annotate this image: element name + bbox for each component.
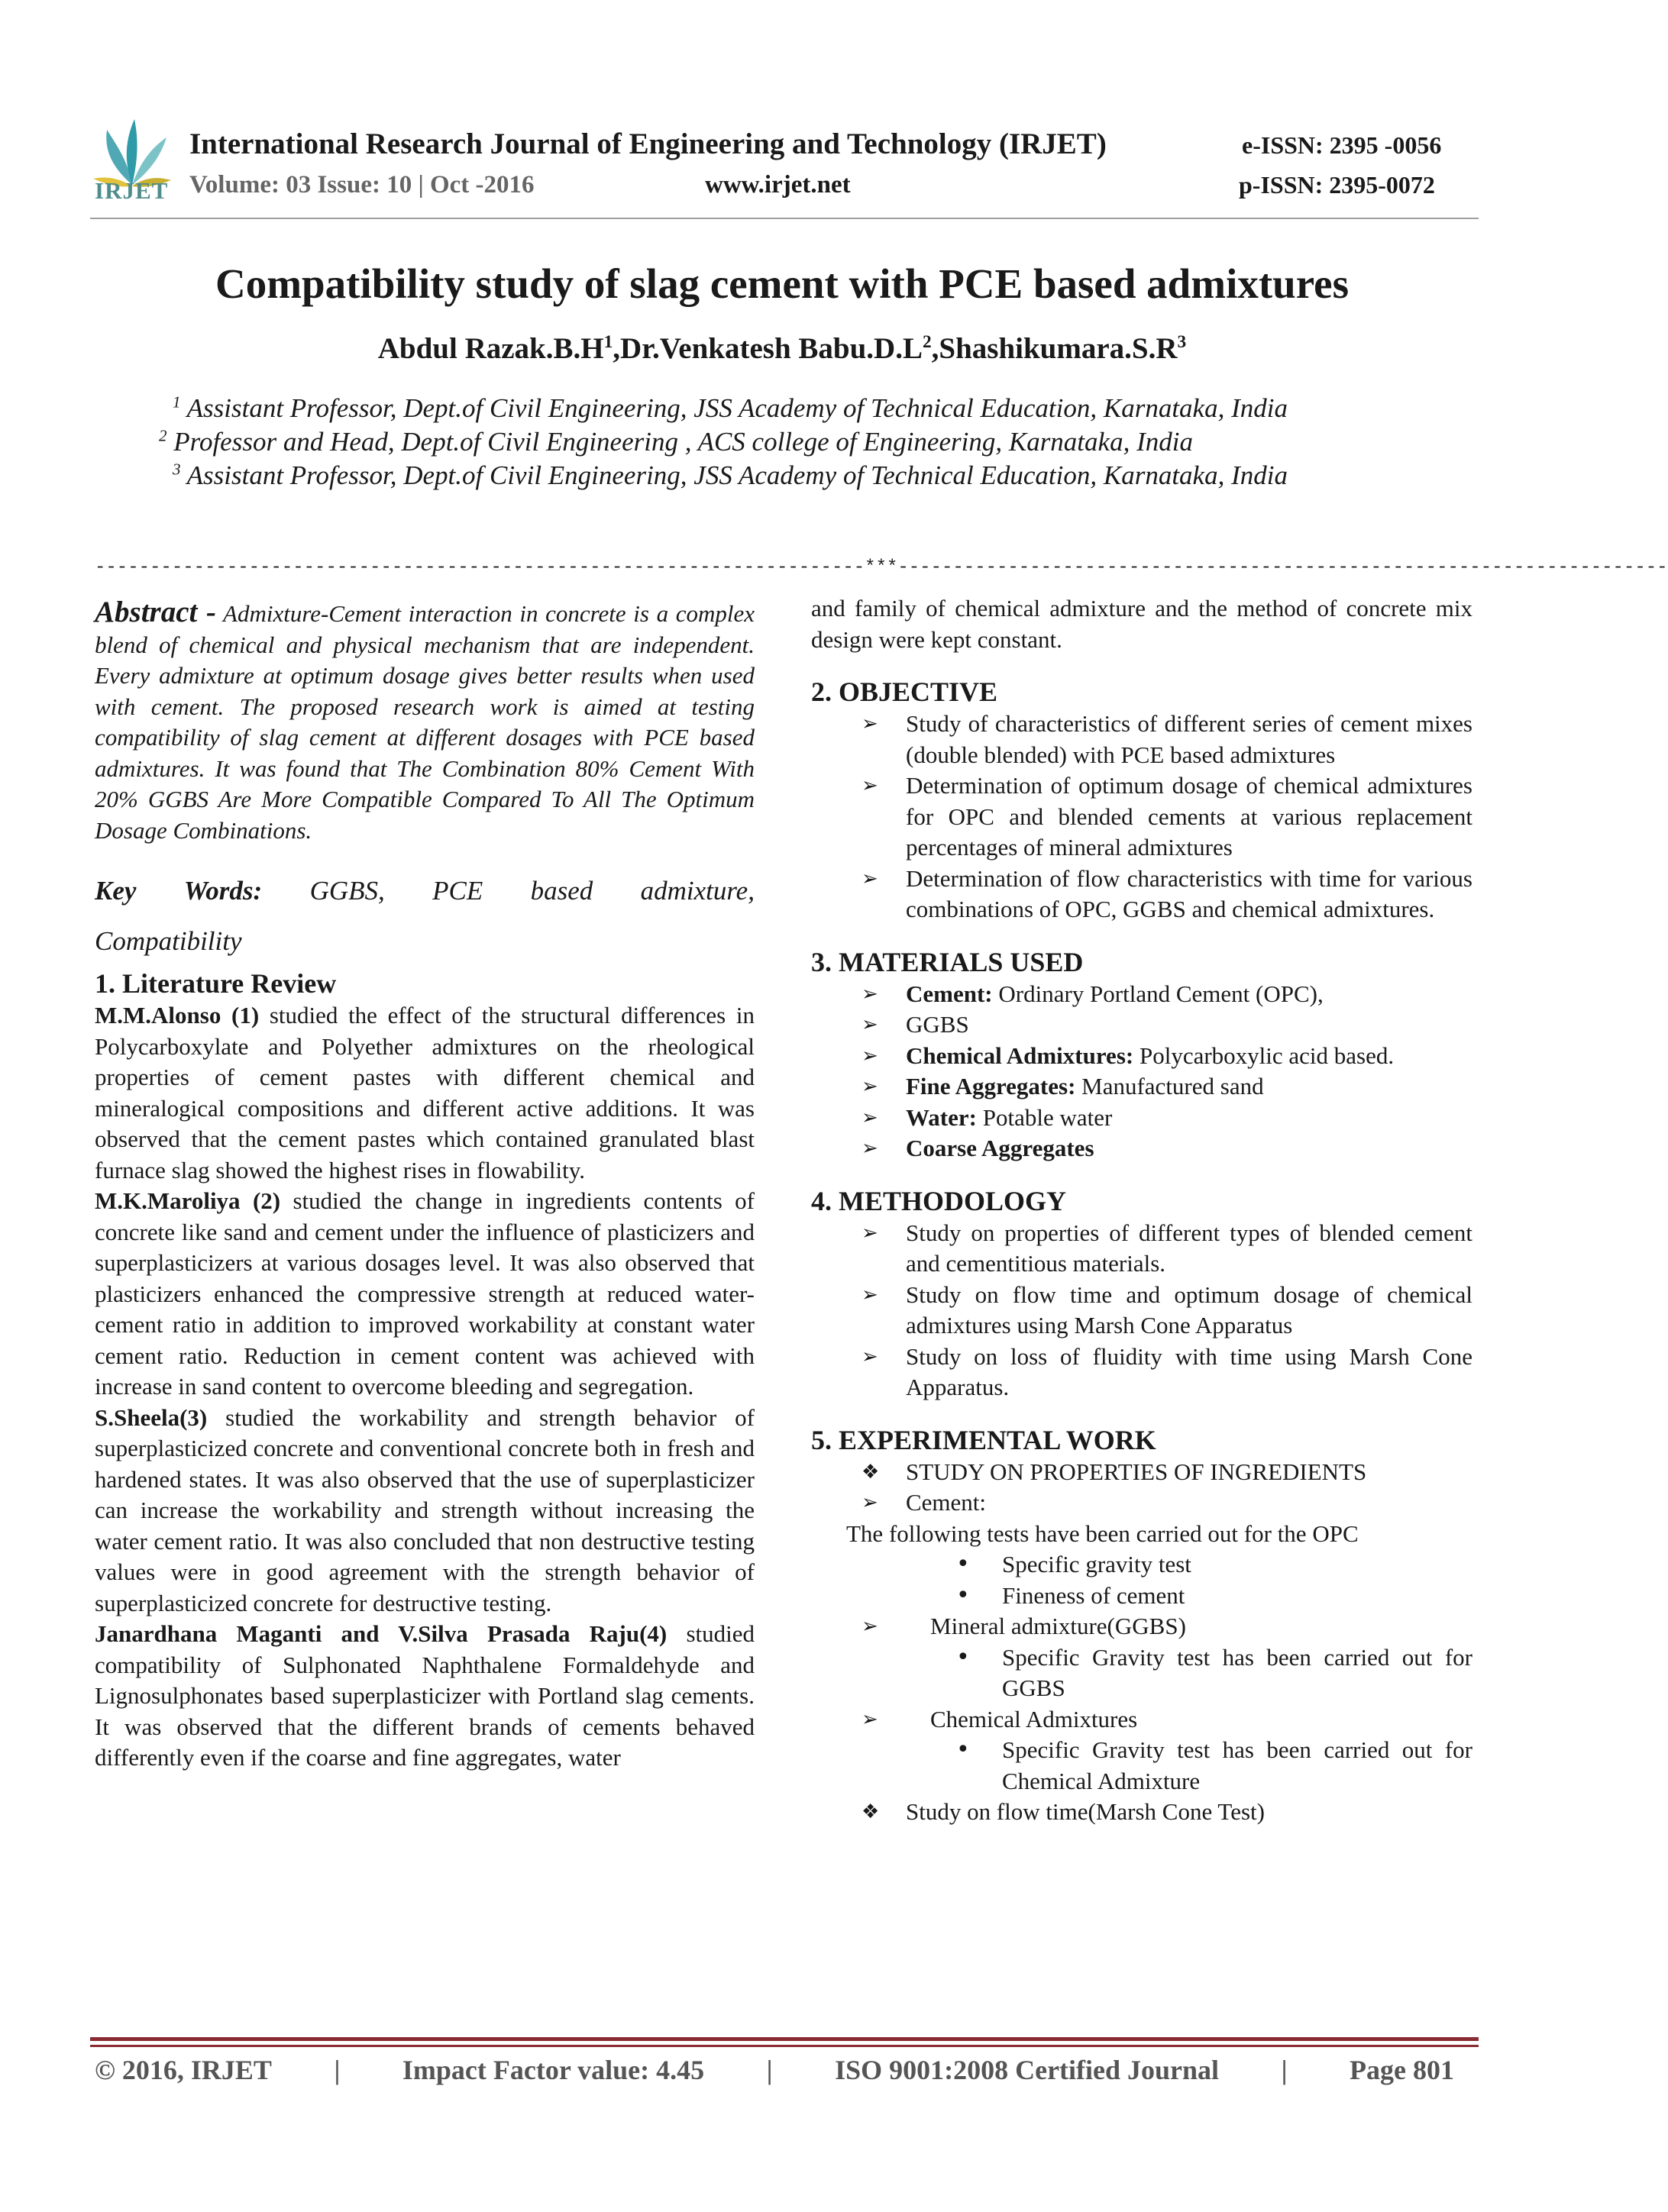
keyword: PCE: [432, 876, 483, 906]
chemical-text: Chemical Admixtures: [930, 1705, 1138, 1732]
arrow-bullet-icon: ➢: [861, 1345, 878, 1368]
list-item-text: Study on loss of fluidity with time using Marsh Cone Apparatus.: [906, 1342, 1472, 1400]
affiliation-sup: 3: [173, 460, 181, 479]
right-column: [811, 593, 1472, 1828]
cement-line: [811, 1487, 1472, 1519]
author-sep: ,: [931, 332, 939, 365]
affiliation-text: Professor and Head, Dept.of Civil Engineering , ACS college of Engineering, Karnataka, India: [173, 427, 1193, 457]
list-item: [811, 1103, 1472, 1134]
test-text: Specific Gravity test has been carried out for Chemical Admixture: [1002, 1736, 1472, 1794]
arrow-bullet-icon: ➢: [861, 1221, 878, 1245]
material-label: Water:: [906, 1103, 977, 1131]
study-properties-text: STUDY ON PROPERTIES OF INGREDIENTS: [906, 1458, 1367, 1485]
diamond-bullet-icon: ❖: [861, 1460, 880, 1484]
arrow-bullet-icon: ➢: [861, 1615, 878, 1638]
arrow-bullet-icon: ➢: [861, 867, 878, 890]
material-label: Chemical Admixtures:: [906, 1041, 1134, 1069]
keyword: based: [530, 876, 593, 906]
author-sep: ,: [613, 332, 621, 365]
affiliation: [173, 393, 1288, 424]
literature-paragraph: [95, 1000, 755, 1186]
list-item-text: Study on properties of different types of blended cement and cementitious materials.: [906, 1219, 1472, 1277]
study-properties-line: [811, 1457, 1472, 1488]
keywords: [95, 866, 755, 967]
logo-text: IRJET: [95, 177, 169, 204]
journal-website[interactable]: www.irjet.net: [705, 171, 851, 199]
list-item: [811, 1041, 1472, 1072]
list-item: [811, 1342, 1472, 1403]
flow-text: Study on flow time(Marsh Cone Test): [906, 1798, 1265, 1825]
arrow-bullet-icon: ➢: [861, 712, 878, 735]
literature-heading: 1. Literature Review: [95, 968, 337, 999]
list-item: [811, 979, 1472, 1010]
section-separator: ----------------------------------------------------------------------***----------------------------------------------------------------------: [95, 557, 1668, 578]
list-item-text: Study of characteristics of different series of cement mixes (double blended) with PCE based admixtures: [906, 710, 1472, 768]
author-name: Shashikumara.S.R: [939, 332, 1178, 365]
material-label: Coarse Aggregates: [906, 1135, 1094, 1161]
experimental-heading: 5. EXPERIMENTAL WORK: [811, 1424, 1156, 1455]
dot-bullet-icon: •: [956, 1736, 970, 1763]
arrow-bullet-icon: ➢: [861, 1013, 878, 1036]
list-item: [811, 1071, 1472, 1103]
literature-paragraph: [95, 1403, 755, 1619]
citation-lead: Janardhana Maganti and V.Silva Prasada Raju(4): [95, 1620, 668, 1647]
footer-separator: |: [1281, 2055, 1288, 2085]
test-text: Specific Gravity test has been carried out for GGBS: [1002, 1643, 1472, 1701]
keyword: Compatibility: [95, 926, 242, 956]
affiliation-sup: 1: [173, 392, 181, 412]
list-item: [811, 709, 1472, 770]
following-line: The following tests have been carried out for the OPC: [846, 1519, 1359, 1547]
test-item: [811, 1735, 1472, 1797]
dot-bullet-icon: •: [956, 1581, 970, 1609]
footer-copyright: © 2016, IRJET: [95, 2055, 272, 2085]
objective-list: [811, 709, 1472, 925]
test-text: Specific gravity test: [1002, 1551, 1191, 1577]
material-text: GGBS: [906, 1011, 969, 1038]
list-item: [811, 864, 1472, 925]
objective-heading: 2. OBJECTIVE: [811, 677, 998, 707]
author-name: Dr.Venkatesh Babu.D.L: [620, 332, 923, 365]
p-issn: p-ISSN: 2395-0072: [1239, 171, 1435, 199]
literature-paragraph: [95, 1186, 755, 1403]
material-text: Manufactured sand: [1075, 1073, 1264, 1100]
citation-text: studied the change in ingredients contents of concrete like sand and cement under the influence of plasticizers and superplasticizers at various dosages level. It was also observed that plasticizers enhanced the compressive strength at reduced water-cement ratio in addition to improved workability at constant water cement ratio. Reduction in cement content was achieved with increase in sand content to overcome bleeding and segregation.: [95, 1187, 755, 1400]
header-divider: [90, 218, 1479, 219]
author-sup: 3: [1177, 332, 1187, 352]
material-label: Cement:: [906, 980, 993, 1007]
chemical-line: [811, 1704, 1472, 1736]
arrow-bullet-icon: ➢: [861, 982, 878, 1006]
author-sup: 1: [603, 332, 613, 352]
list-item: [811, 1009, 1472, 1041]
keywords-label-words: Words:: [183, 876, 263, 906]
material-label: Fine Aggregates:: [906, 1073, 1076, 1100]
material-text: Polycarboxylic acid based.: [1133, 1041, 1395, 1069]
footer-separator: |: [334, 2055, 341, 2085]
list-item: [811, 770, 1472, 864]
arrow-bullet-icon: ➢: [861, 1137, 878, 1160]
citation-text: studied the workability and strength behavior of superplasticized concrete and conventional concrete both in fresh and hardened states. It was also observed that the use of superplasticizer can increase the workability and strength without increasing the water cement ratio. It was also concluded that non destructive testing values were in good agreement with the strength behavior of superplasticized concrete for destructive testing.: [95, 1403, 755, 1616]
continuation-paragraph: and family of chemical admixture and the method of concrete mix design were kept constant.: [811, 595, 1472, 653]
e-issn: e-ISSN: 2395 -0056: [1242, 131, 1442, 159]
abstract-heading: Abstract -: [95, 596, 216, 628]
keyword: GGBS,: [309, 876, 385, 906]
author-sup: 2: [922, 332, 932, 352]
left-column: [95, 597, 755, 1774]
affiliation: [159, 427, 1193, 457]
test-item: [811, 1642, 1472, 1704]
list-item-text: Study on flow time and optimum dosage of chemical admixtures using Marsh Cone Apparatus: [906, 1280, 1472, 1339]
test-text: Fineness of cement: [1002, 1581, 1185, 1609]
affiliation-sup: 2: [159, 426, 167, 445]
list-item-text: Determination of optimum dosage of chemical admixtures for OPC and blended cements at various replacement percentages of mineral admixtures: [906, 772, 1472, 861]
abstract: [95, 597, 755, 846]
list-item: [811, 1280, 1472, 1342]
list-item: [811, 1133, 1472, 1164]
methodology-list: [811, 1218, 1472, 1403]
arrow-bullet-icon: ➢: [861, 1106, 878, 1129]
test-item: [811, 1549, 1472, 1581]
dot-bullet-icon: •: [956, 1551, 970, 1577]
footer-divider: [90, 2037, 1479, 2041]
page-footer: [95, 2054, 1454, 2086]
journal-name: International Research Journal of Engineering and Technology (IRJET): [189, 128, 1107, 160]
mineral-line: [811, 1611, 1472, 1642]
literature-paragraph: [95, 1619, 755, 1774]
arrow-bullet-icon: ➢: [861, 1283, 878, 1306]
keywords-line: [95, 866, 755, 916]
cement-text: Cement:: [906, 1489, 987, 1516]
arrow-bullet-icon: ➢: [861, 1491, 878, 1514]
citation-lead: S.Sheela(3): [95, 1403, 208, 1431]
author-list: [0, 331, 1564, 366]
volume-issue: Volume: 03 Issue: 10 | Oct -2016: [189, 171, 535, 199]
mineral-text: Mineral admixture(GGBS): [930, 1613, 1186, 1639]
footer-separator: |: [766, 2055, 773, 2085]
footer-iso: ISO 9001:2008 Certified Journal: [835, 2055, 1220, 2085]
footer-page-number: Page 801: [1350, 2055, 1454, 2085]
diamond-bullet-icon: ❖: [861, 1800, 880, 1823]
test-item: [811, 1581, 1472, 1612]
citation-lead: M.K.Maroliya (2): [95, 1187, 281, 1214]
arrow-bullet-icon: ➢: [861, 1707, 878, 1731]
arrow-bullet-icon: ➢: [861, 1044, 878, 1067]
affiliation-text: Assistant Professor, Dept.of Civil Engineering, JSS Academy of Technical Education, Karnataka, India: [186, 393, 1288, 423]
citation-text: studied the effect of the structural differences in Polycarboxylate and Polyether admixtures on the rheological properties of cement pastes with different chemical and mineralogical compositions and different active additions. It was observed that the cement pastes which contained granulated blast furnace slag showed the highest rises in flowability.: [95, 1002, 755, 1184]
citation-text: studied compatibility of Sulphonated Naphthalene Formaldehyde and Lignosulphonates based superplasticizer with Portland slag cements. It was observed that the different brands of cements behaved differently even if the coarse and fine aggregates, water: [95, 1620, 755, 1771]
material-text: Potable water: [976, 1103, 1113, 1131]
list-item-text: Determination of flow characteristics with time for various combinations of OPC, GGBS and chemical admixtures.: [906, 864, 1472, 922]
list-item: [811, 1218, 1472, 1280]
author-name: Abdul Razak.B.H: [377, 332, 604, 365]
footer-impact-factor: Impact Factor value: 4.45: [402, 2055, 705, 2085]
affiliation-text: Assistant Professor, Dept.of Civil Engineering, JSS Academy of Technical Education, Karnataka, India: [186, 460, 1288, 490]
affiliation: [173, 460, 1288, 491]
paper-title: Compatibility study of slag cement with PCE based admixtures: [215, 260, 1350, 307]
flow-line: [811, 1797, 1472, 1828]
arrow-bullet-icon: ➢: [861, 774, 878, 797]
arrow-bullet-icon: ➢: [861, 1075, 878, 1098]
keywords-label-key: Key: [95, 876, 137, 906]
material-text: Ordinary Portland Cement (OPC),: [992, 980, 1324, 1007]
methodology-heading: 4. METHODOLOGY: [811, 1185, 1067, 1216]
materials-list: [811, 979, 1472, 1164]
dot-bullet-icon: •: [956, 1643, 970, 1671]
citation-lead: M.M.Alonso (1): [95, 1002, 260, 1028]
materials-heading: 3. MATERIALS USED: [811, 946, 1084, 977]
abstract-text: Admixture-Cement interaction in concrete is a complex blend of chemical and physical mechanism that are independent. Every admixture at optimum dosage gives better results when used with cement. The proposed research work is aimed at testing compatibility of slag cement at different dosages with PCE based admixtures. It was found that The Combination 80% Cement With 20% GGBS Are More Compatible Compared To All The Optimum Dosage Combinations.: [95, 600, 755, 844]
keyword: admixture,: [640, 876, 755, 906]
footer-divider: [90, 2045, 1479, 2047]
